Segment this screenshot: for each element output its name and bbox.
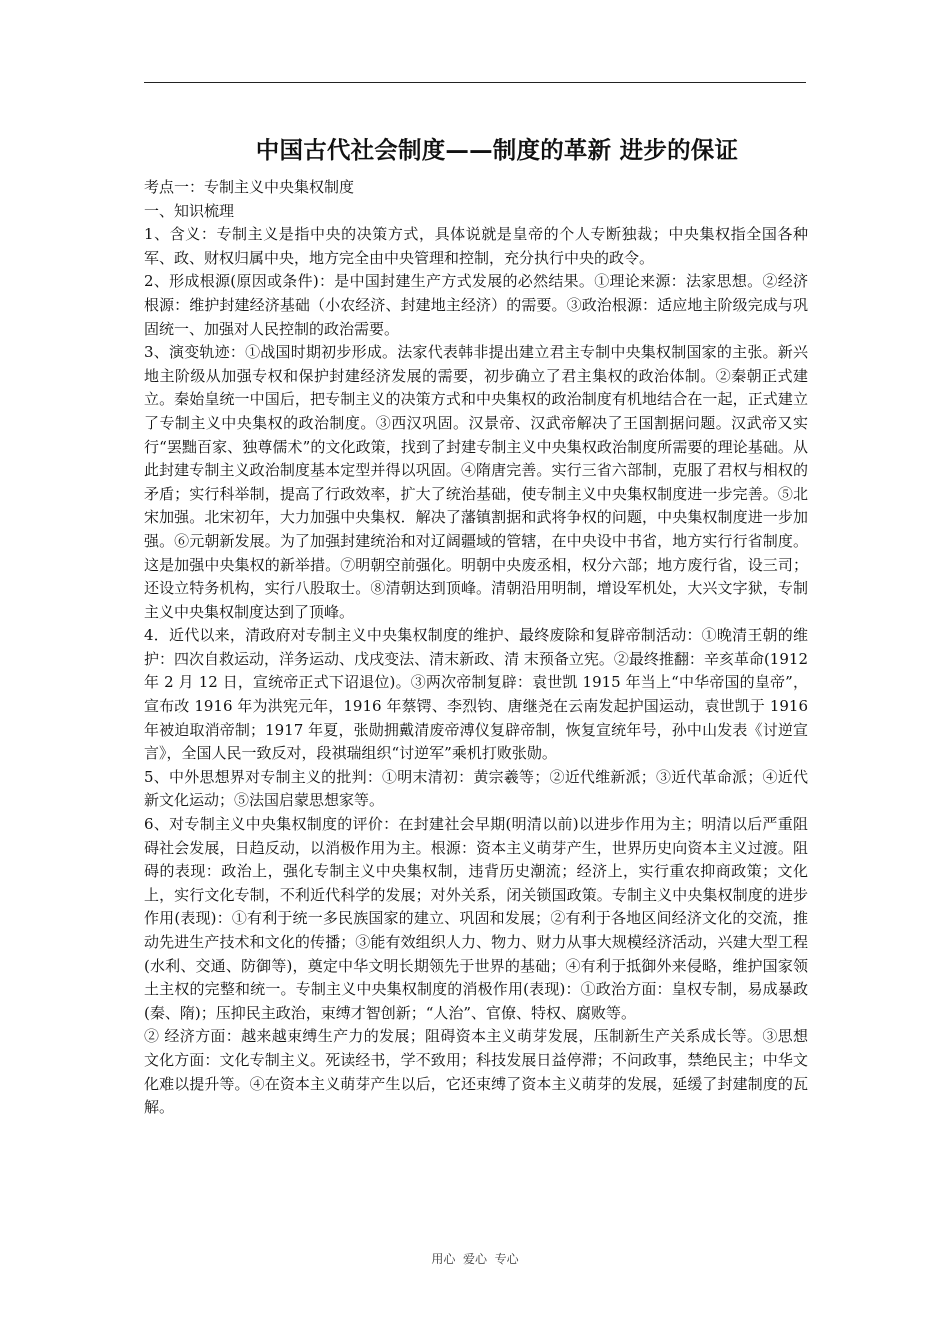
paragraph-evolution: 3、演变轨迹：①战国时期初步形成。法家代表韩非提出建立君主专制中央集权制国家的主张。新兴地主阶级从加强专权和保护封建经济发展的需要，初步确立了君主集权的政治体制。②秦朝正式建立。秦始皇统一中国后，把专制主义的决策方式和中央集权的政治制度有机地结合在一起，正式建立了专制主义中央集权的政治制度。③西汉巩固。汉景帝、汉武帝解决了王国割据问题。汉武帝又实行“罢黜百家、独尊儒术”的文化政策，找到了封建专制主义中央集权政治制度所需要的理论基础。从此封建专制主义政治制度基本定型并得以巩固。④隋唐完善。实行三省六部制，克服了君权与相权的矛盾；实行科举制，提高了行政效率，扩大了统治基础，使专制主义中央集权制度进一步完善。⑤北宋加强。北宋初年，大力加强中央集权．解决了藩镇割据和武将争权的问题，中央集权制度进一步加强。⑥元朝新发展。为了加强封建统治和对辽阔疆域的管辖，在中央设中书省，地方实行行省制度。这是加强中央集权的新举措。⑦明朝空前强化。明朝中央废丞相，权分六部；地方废行省，设三司；还设立特务机构，实行八股取士。⑧清朝达到顶峰。清朝沿用明制，增设军机处，大兴文字狱，专制主义中央集权制度达到了顶峰。 <box>144 343 808 621</box>
paragraph-evaluation-continued: ② 经济方面：越来越束缚生产力的发展；阻碍资本主义萌芽发展，压制新生产关系成长等。③思想文化方面：文化专制主义。死读经书，学不致用；科技发展日益停滞；不问政事，禁绝民主；中华文化难以提升等。④在资本主义萌芽产生以后，它还束缚了资本主义萌芽的发展，延缓了封建制度的瓦解。 <box>144 1027 808 1117</box>
header-rule <box>144 82 806 83</box>
paragraph-origins: 2、形成根源(原因或条件)：是中国封建生产方式发展的必然结果。①理论来源：法家思想。②经济根源：维护封建经济基础（小农经济、封建地主经济）的需要。③政治根源：适应地主阶级完成与巩固统一、加强对人民控制的政治需要。 <box>144 272 808 338</box>
paragraph-evaluation: 6、对专制主义中央集权制度的评价：在封建社会早期(明清以前)以进步作用为主；明清以后严重阻碍社会发展，日趋反动，以消极作用为主。根源：资本主义萌芽产生，世界历史向资本主义过渡。阻碍的表现：政治上，强化专制主义中央集权制，违背历史潮流；经济上，实行重农抑商政策；文化上，实行文化专制，不利近代科学的发展；对外关系，闭关锁国政策。专制主义中央集权制度的进步作用(表现)：①有利于统一多民族国家的建立、巩固和发展；②有利于各地区间经济文化的交流，推动先进生产技术和文化的传播；③能有效组织人力、物力、财力从事大规模经济活动，兴建大型工程(水利、交通、防御等)，奠定中华文明长期领先于世界的基础；④有利于抵御外来侵略，维护国家领土主权的完整和统一。专制主义中央集权制度的消极作用(表现)：①政治方面：皇权专制，易成暴政(秦、隋)；压抑民主政治，束缚才智创新；“人治”、官僚、特权、腐败等。 <box>144 815 808 1022</box>
document-body <box>144 176 808 1120</box>
section-heading: 考点一：专制主义中央集权制度 <box>144 178 355 196</box>
subsection-heading: 一、知识梳理 <box>144 201 235 220</box>
paragraph-criticism: 5、中外思想界对专制主义的批判：①明末清初：黄宗羲等；②近代维新派；③近代革命派；④近代新文化运动；⑤法国启蒙思想家等。 <box>144 767 808 810</box>
page-footer: 用心 爱心 专心 <box>431 1252 519 1266</box>
paragraph-modern-era: 4．近代以来，清政府对专制主义中央集权制度的维护、最终废除和复辟帝制活动：①晚清王朝的维护：四次自救运动，洋务运动、戊戌变法、清末新政、清 末预备立宪。②最终推翻：辛亥革命(1912 年 2 月 12 日，宣统帝正式下诏退位)。③两次帝制复辟：袁世凯 1915 年当上“中华帝国的皇帝”，宣布改 1916 年为洪宪元年，1916 年蔡锷、李烈钧、唐继尧在云南发起护国运动，袁世凯于 1916 年被迫取消帝制；1917 年夏，张勋拥戴清废帝溥仪复辟帝制，恢复宣统年号，孙中山发表《讨逆宣言》，全国人民一致反对，段祺瑞组织“讨逆军”乘机打败张勋。 <box>144 626 808 763</box>
paragraph-definition: 1、含义：专制主义是指中央的决策方式，具体说就是皇帝的个人专断独裁；中央集权指全国各种军、政、财权归属中央，地方完全由中央管理和控制，充分执行中央的政令。 <box>144 225 808 267</box>
document-title: 中国古代社会制度——制度的革新 进步的保证 <box>255 136 739 164</box>
